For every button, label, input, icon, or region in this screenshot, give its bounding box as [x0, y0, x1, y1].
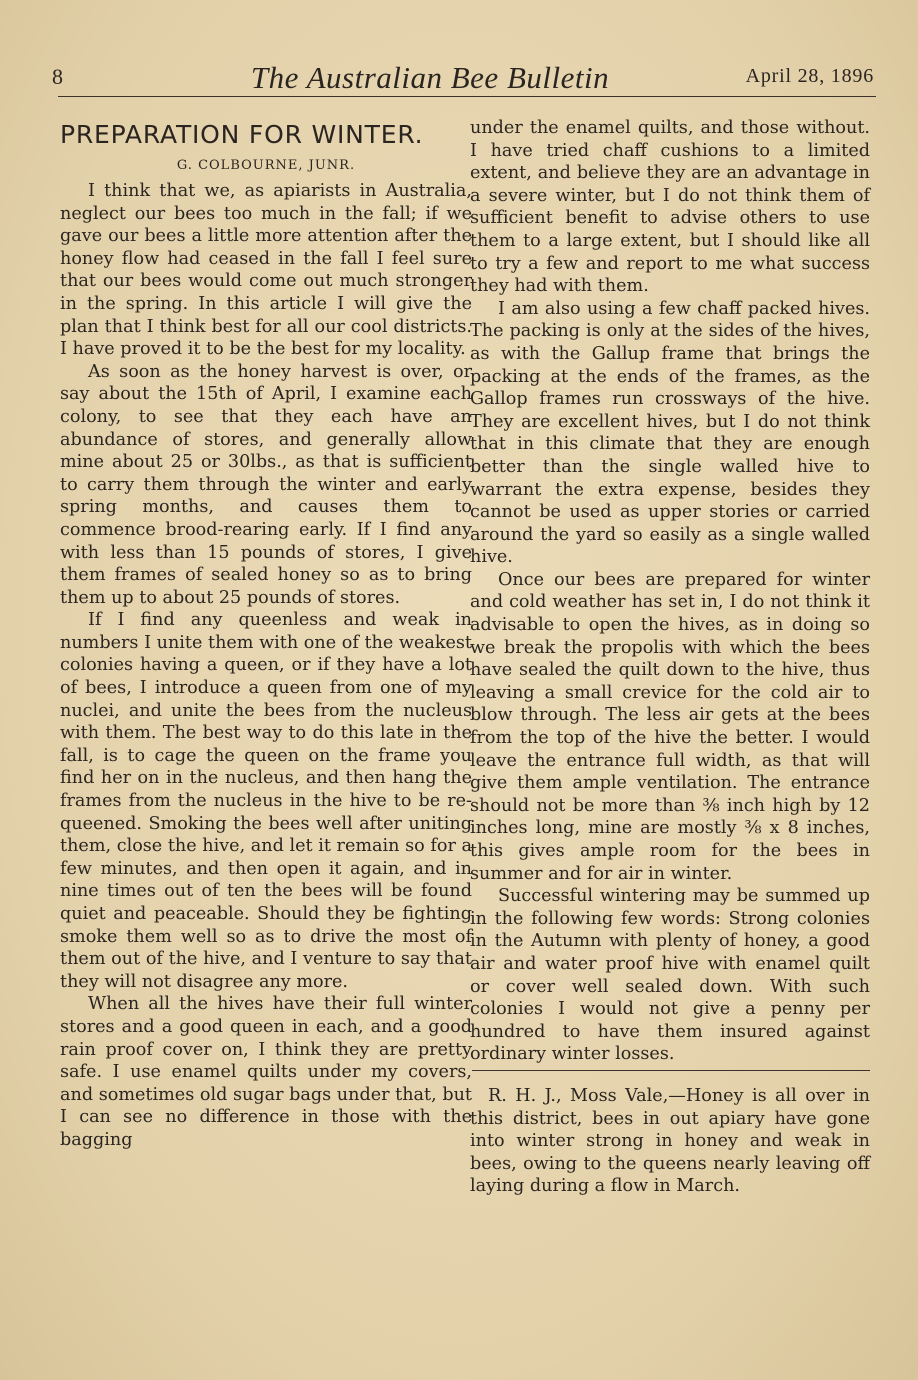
article-byline: G. COLBOURNE, JUNR. [176, 158, 356, 173]
article-title: PREPARATION FOR WINTER. [60, 120, 424, 149]
page-number: 8 [52, 64, 63, 89]
article-paragraph-continued: under the enamel quilts, and those without. I have tried chaff cushions to a limited extent, and believe they are an advantage in a severe winter, but I do not think them of sufficient benefit to advise others to use them to a large extent, but I should like all to try a few and report to me what success they had with them. [470, 118, 870, 297]
article-paragraph: When all the hives have their full winter stores and a good queen in each, and a good rain proof cover on, I think they are pretty safe. I use enamel quilts under my covers, and sometimes old sugar bags under that, but I can see no difference in those with the bagging [60, 994, 472, 1150]
correspondent-note [470, 1085, 870, 1198]
article-paragraph: Successful wintering may be summed up in the following few words: Strong colonies in the Autumn with plenty of honey, a good air and water proof hive with enamel quilt or cover well sealed down. With such colonies I would not give a penny per hundred to have them insured against ordinary winter losses. [470, 886, 870, 1065]
article-paragraph: As soon as the honey harvest is over, or say about the 15th of April, I examine each colony, to see that they each have an abundance of stores, and generally allow mine about 25 or 30lbs., as that is sufficient to carry them through the winter and early spring months, and causes them to commence brood-rearing early. If I find any with less than 15 pounds of stores, I give them frames of sealed honey so as to bring them up to about 25 pounds of stores. [60, 361, 472, 608]
section-divider [472, 1070, 870, 1071]
article-paragraph: If I find any queenless and weak in numbers I unite them with one of the weakest colonies having a queen, or if they have a lot of bees, I introduce a queen from one of my nuclei, and unite the bees from the nucleus with them. The best way to do this late in the fall, is to cage the queen on the frame you find her on in the nucleus, and then hang the frames from the nucleus in the hive to be re-queened. Smoking the bees well after uniting them, close the hive, and let it remain so for a few minutes, and then open it again, and in nine times out of ten the bees will be found quiet and peaceable. Should they be fighting smoke them well so as to drive the most of them out of the hive, and I venture to say that they will not disagree any more. [60, 610, 472, 992]
article-paragraph: I am also using a few chaff packed hives. The packing is only at the sides of the hives, as with the Gallup frame that brings the packing at the ends of the frames, as the Gallop frames run crossways of the hive. They are excellent hives, but I do not think that in this climate that they are enough better than the single walled hive to warrant the extra expense, besides they cannot be used as upper stories or carried around the yard so easily as a single walled hive. [470, 298, 870, 568]
left-column [60, 120, 472, 1152]
article-paragraph: I think that we, as apiarists in Australia, neglect our bees too much in the fall; if we gave our bees a little more attention after the honey flow had ceased in the fall I feel sure that our bees would come out much stronger in the spring. In this article I will give the plan that I think best for all our cool districts. I have proved it to be the best for my locality. [60, 181, 472, 360]
note-paragraph: R. H. J., Moss Vale,—Honey is all over in this district, bees in out apiary have gone into winter strong in honey and weak in bees, owing to the queens nearly leaving off laying during a flow in March. [470, 1085, 870, 1197]
article-paragraph: Once our bees are prepared for winter and cold weather has set in, I do not think it advisable to open the hives, as in doing so we break the propolis with which the bees have sealed the quilt down to the hive, thus leaving a small crevice for the cold air to blow through. The less air gets at the bees from the top of the hive the better. I would leave the entrance full width, as that will give them ample ventilation. The entrance should not be more than ⅜ inch high by 12 inches long, mine are mostly ⅜ x 8 inches, this gives ample room for the bees in summer and for air in winter. [470, 569, 870, 884]
page-header [52, 60, 874, 100]
header-rule [58, 96, 876, 97]
right-column [470, 117, 870, 1198]
issue-date: April 28, 1896 [745, 65, 874, 87]
journal-title: The Australian Bee Bulletin [250, 60, 610, 95]
